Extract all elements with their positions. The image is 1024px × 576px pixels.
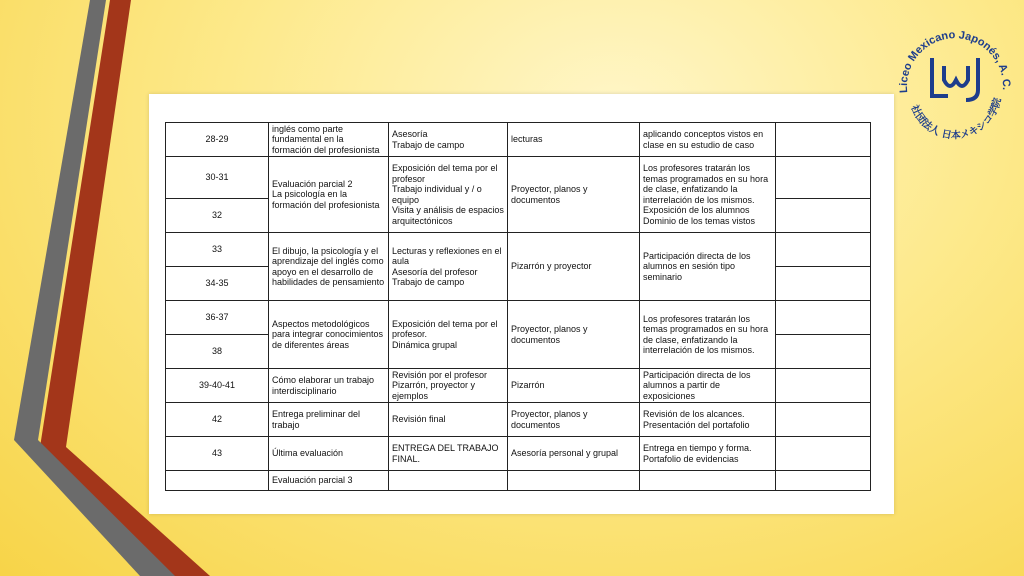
activities-cell: Exposición del tema por el profesor. Dinámica grupal: [389, 301, 508, 369]
resources-cell: Proyector, planos y documentos: [508, 403, 640, 437]
evaluation-cell: Los profesores tratarán los temas programados en su hora de clase, enfatizando la interrelación de los mismos.: [640, 301, 776, 369]
week-cell: 38: [166, 335, 269, 369]
resources-cell: Asesoría personal y grupal: [508, 437, 640, 471]
resources-cell: Pizarrón y proyector: [508, 233, 640, 301]
empty-cell: [776, 335, 871, 369]
activities-cell: Asesoría Trabajo de campo: [389, 123, 508, 157]
resources-cell: Pizarrón: [508, 369, 640, 403]
table-row: [166, 471, 871, 491]
topic-cell: Última evaluación: [269, 437, 389, 471]
table-row: [166, 123, 871, 157]
empty-cell: [776, 123, 871, 157]
topic-cell: Entrega preliminar del trabajo: [269, 403, 389, 437]
week-cell: 34-35: [166, 267, 269, 301]
activities-cell: ENTREGA DEL TRABAJO FINAL.: [389, 437, 508, 471]
week-cell: 43: [166, 437, 269, 471]
empty-cell: [776, 233, 871, 267]
empty-cell: [776, 267, 871, 301]
table-row: [166, 301, 871, 335]
table-row: [166, 403, 871, 437]
evaluation-cell: [640, 471, 776, 491]
week-cell: 36-37: [166, 301, 269, 335]
table-row: [166, 369, 871, 403]
evaluation-cell: Los profesores tratarán los temas programados en su hora de clase, enfatizando la interrelación de los mismos. Exposición de los alumnos Dominio de los temas vistos: [640, 157, 776, 233]
resources-cell: Proyector, planos y documentos: [508, 301, 640, 369]
evaluation-cell: Participación directa de los alumnos a partir de exposiciones: [640, 369, 776, 403]
liceo-logo: [892, 18, 1018, 144]
evaluation-cell: Entrega en tiempo y forma. Portafolio de evidencias: [640, 437, 776, 471]
topic-cell: inglés como parte fundamental en la formación del profesionista: [269, 123, 389, 157]
table-row: [166, 157, 871, 199]
empty-cell: [776, 369, 871, 403]
week-cell: 32: [166, 199, 269, 233]
topic-cell: Cómo elaborar un trabajo interdisciplinario: [269, 369, 389, 403]
activities-cell: Exposición del tema por el profesor Trabajo individual y / o equipo Visita y análisis de espacios arquitectónicos: [389, 157, 508, 233]
evaluation-cell: Participación directa de los alumnos en sesión tipo seminario: [640, 233, 776, 301]
document-page: [149, 94, 894, 514]
topic-cell: Aspectos metodológicos para integrar conocimientos de diferentes áreas: [269, 301, 389, 369]
logo-monogram: [932, 58, 978, 100]
week-cell: 33: [166, 233, 269, 267]
logo-ring-text: Liceo Mexicano Japonés, A. C.: [897, 29, 1013, 94]
evaluation-cell: aplicando conceptos vistos en clase en su estudio de caso: [640, 123, 776, 157]
activities-cell: Revisión por el profesor Pizarrón, proyector y ejemplos: [389, 369, 508, 403]
activities-cell: [389, 471, 508, 491]
empty-cell: [776, 199, 871, 233]
schedule-table: [165, 122, 871, 491]
empty-cell: [776, 471, 871, 491]
empty-cell: [776, 437, 871, 471]
topic-cell: El dibujo, la psicología y el aprendizaje del inglés como apoyo en el desarrollo de habilidades de pensamiento: [269, 233, 389, 301]
week-cell: 42: [166, 403, 269, 437]
resources-cell: Proyector, planos y documentos: [508, 157, 640, 233]
activities-cell: Revisión final: [389, 403, 508, 437]
week-cell: 28-29: [166, 123, 269, 157]
topic-cell: Evaluación parcial 2 La psicología en la formación del profesionista: [269, 157, 389, 233]
table-row: [166, 233, 871, 267]
empty-cell: [776, 403, 871, 437]
table-row: [166, 437, 871, 471]
resources-cell: [508, 471, 640, 491]
topic-cell: Evaluación parcial 3: [269, 471, 389, 491]
empty-cell: [776, 157, 871, 199]
evaluation-cell: Revisión de los alcances. Presentación del portafolio: [640, 403, 776, 437]
logo-japanese-text: 社団法人 日本メキシコ学院: [908, 96, 1004, 142]
resources-cell: lecturas: [508, 123, 640, 157]
week-cell: 30-31: [166, 157, 269, 199]
week-cell: 39-40-41: [166, 369, 269, 403]
empty-cell: [776, 301, 871, 335]
week-cell: [166, 471, 269, 491]
activities-cell: Lecturas y reflexiones en el aula Asesoría del profesor Trabajo de campo: [389, 233, 508, 301]
